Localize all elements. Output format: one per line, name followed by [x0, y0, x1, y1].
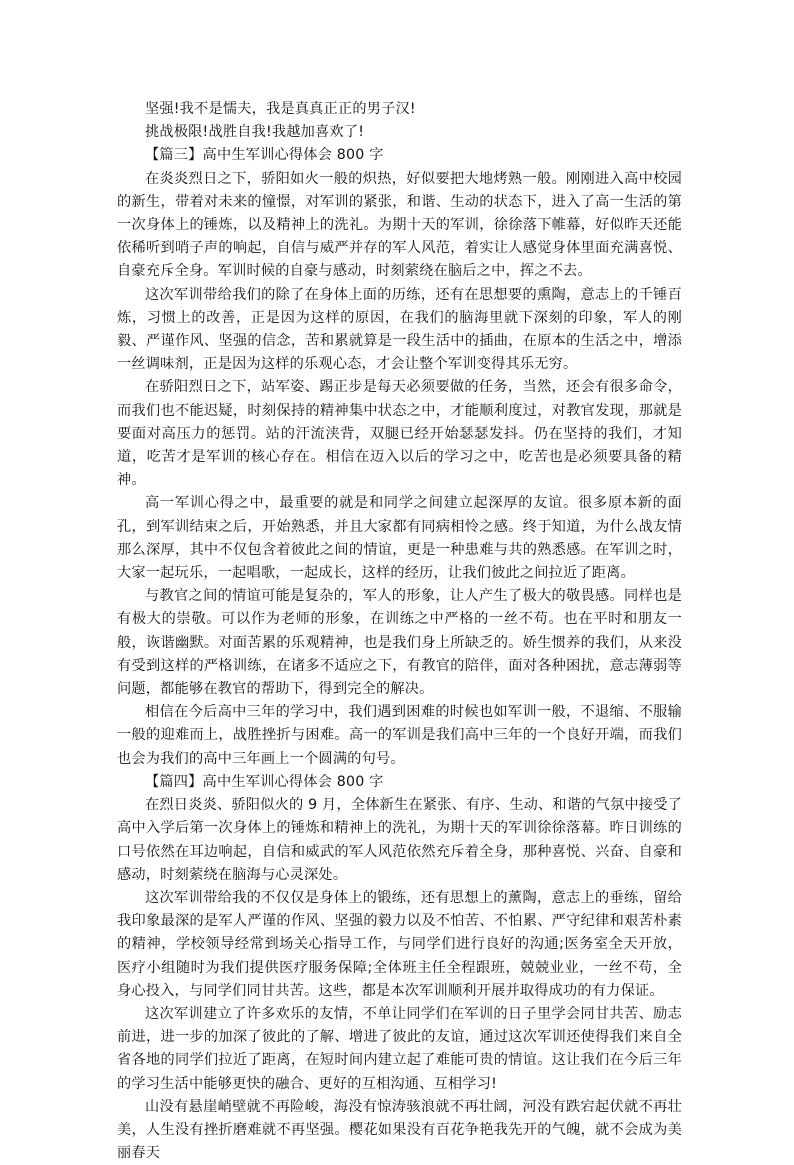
- paragraph-1: 坚强!我不是懦夫，我是真真正正的男子汉!: [145, 101, 416, 117]
- paragraph-8: 相信在今后高中三年的学习中，我们遇到困难的时候也如军训一般，不退缩、不服输一般的迎难而上，战胜挫折与困难。高一的军训是我们高中三年的一个良好开端，而我们也会为我们的高中三年画上一个圆满的句号。: [117, 704, 682, 767]
- paragraph-4: 这次军训带给我们的除了在身体上面的历练，还有在思想要的熏陶，意志上的千锤百炼，习惯上的改善，正是因为这样的原因，在我们的脑海里就下深刻的印象，军人的刚毅、严谨作风、坚强的信念，苦和累就算是一段生活中的插曲，在原本的生活之中，增添一丝调味剂，正是因为这样的乐观心态，才会让整个军训变得其乐无穷。: [117, 286, 682, 373]
- paragraph-12: 山没有悬崖峭壁就不再险峻，海没有惊涛骇浪就不再壮阔，河没有跌宕起伏就不再壮美，人生没有挫折磨难就不再坚强。樱花如果没有百花争艳我先开的气魄，就不会成为美丽春天: [117, 1098, 682, 1162]
- paragraph-9: 在烈日炎炎、骄阳似火的 9 月，全体新生在紧张、有序、生动、和谐的气氛中接受了高中入学后第一次身体上的锤炼和精神上的洗礼，为期十天的军训徐徐落幕。昨日训练的口号依然在耳边响起，自信和威武的军人风范依然充斥着全身，那种喜悦、兴奋、自豪和感动，时刻萦绕在脑海与心灵深处。: [117, 797, 682, 883]
- paragraph-2: 挑战极限!战胜自我!我越加喜欢了!: [145, 124, 365, 141]
- paragraph-7: 与教官之间的情谊可能是复杂的，军人的形象，让人产生了极大的敬畏感。同样也是有极大的崇敬。可以作为老师的形象，在训练之中严格的一丝不苟。也在平时和朋友一般，诙谐幽默。对面苦累的乐观精神，也是我们身上所缺乏的。娇生惯养的我们，从来没有受到这样的严格训练，在诸多不适应之下，有教官的陪伴，面对各种困扰，意志薄弱等问题，都能够在教官的帮助下，得到完全的解决。: [117, 588, 682, 698]
- paragraph-5: 在骄阳烈日之下，站军姿、踢正步是每天必须要做的任务，当然，还会有很多命令，而我们也不能迟疑，时刻保持的精神集中状态之中，才能顺利度过，对教官发现，那就是要面对高压力的惩罚。站的汗流浃背，双腿已经开始瑟瑟发抖。仍在坚持的我们，才知道，吃苦才是军训的核心存在。相信在迈入以后的学习之中，吃苦也是必须要具备的精神。: [117, 379, 682, 489]
- paragraph-10: 这次军训带给我的不仅仅是身体上的锻练，还有思想上的薰陶，意志上的垂练，留给我印象最深的是军人严谨的作风、坚强的毅力以及不怕苦、不怕累、严守纪律和艰苦朴素的精神，学校领导经常到场关心指导工作，与同学们进行良好的沟通;医务室全天开放，医疗小组随时为我们提供医疗服务保障;全体班主任全程跟班，兢兢业业，一丝不苟，全身心投入，与同学们同甘共苦。这些，都是本次军训顺利开展并取得成功的有力保证。: [117, 889, 682, 999]
- paragraph-3: 在炎炎烈日之下，骄阳如火一般的炽热，好似要把大地烤熟一般。刚刚进入高中校园的新生，带着对未来的憧憬，对军训的紧张，和谐、生动的状态下，进入了高一生活的第一次身体上的锤炼，以及精神上的洗礼。为期十天的军训，徐徐落下帷幕，好似昨天还能依稀听到哨子声的响起，自信与威严并存的军人风范，着实让人感觉身体里面充满喜悦、自豪充斥全身。军训时候的自豪与感动，时刻萦绕在脑后之中，挥之不去。: [117, 170, 682, 280]
- section-heading-3: 【篇三】高中生军训心得体会 800 字: [145, 147, 384, 164]
- paragraph-11: 这次军训建立了许多欢乐的友情，不单让同学们在军训的日子里学会同甘共苦、励志前进，进一步的加深了彼此的了解、增进了彼此的友谊，通过这次军训还使得我们来自全省各地的同学们拉近了距离，在短时间内建立起了难能可贵的情谊。这让我们在今后三年的学习生活中能够更快的融合、更好的互相沟通、互相学习!: [117, 1005, 682, 1092]
- document-body: [117, 98, 682, 1165]
- section-heading-4: 【篇四】高中生军训心得体会 800 字: [145, 773, 384, 790]
- paragraph-6: 高一军训心得之中，最重要的就是和同学之间建立起深厚的友谊。很多原本新的面孔，到军训结束之后，开始熟悉，并且大家都有同病相怜之感。终于知道，为什么战友情那么深厚，其中不仅包含着彼此之间的情谊，更是一种患难与共的熟悉感。在军训之时，大家一起玩乐，一起唱歌，一起成长，这样的经历，让我们彼此之间拉近了距离。: [117, 495, 682, 582]
